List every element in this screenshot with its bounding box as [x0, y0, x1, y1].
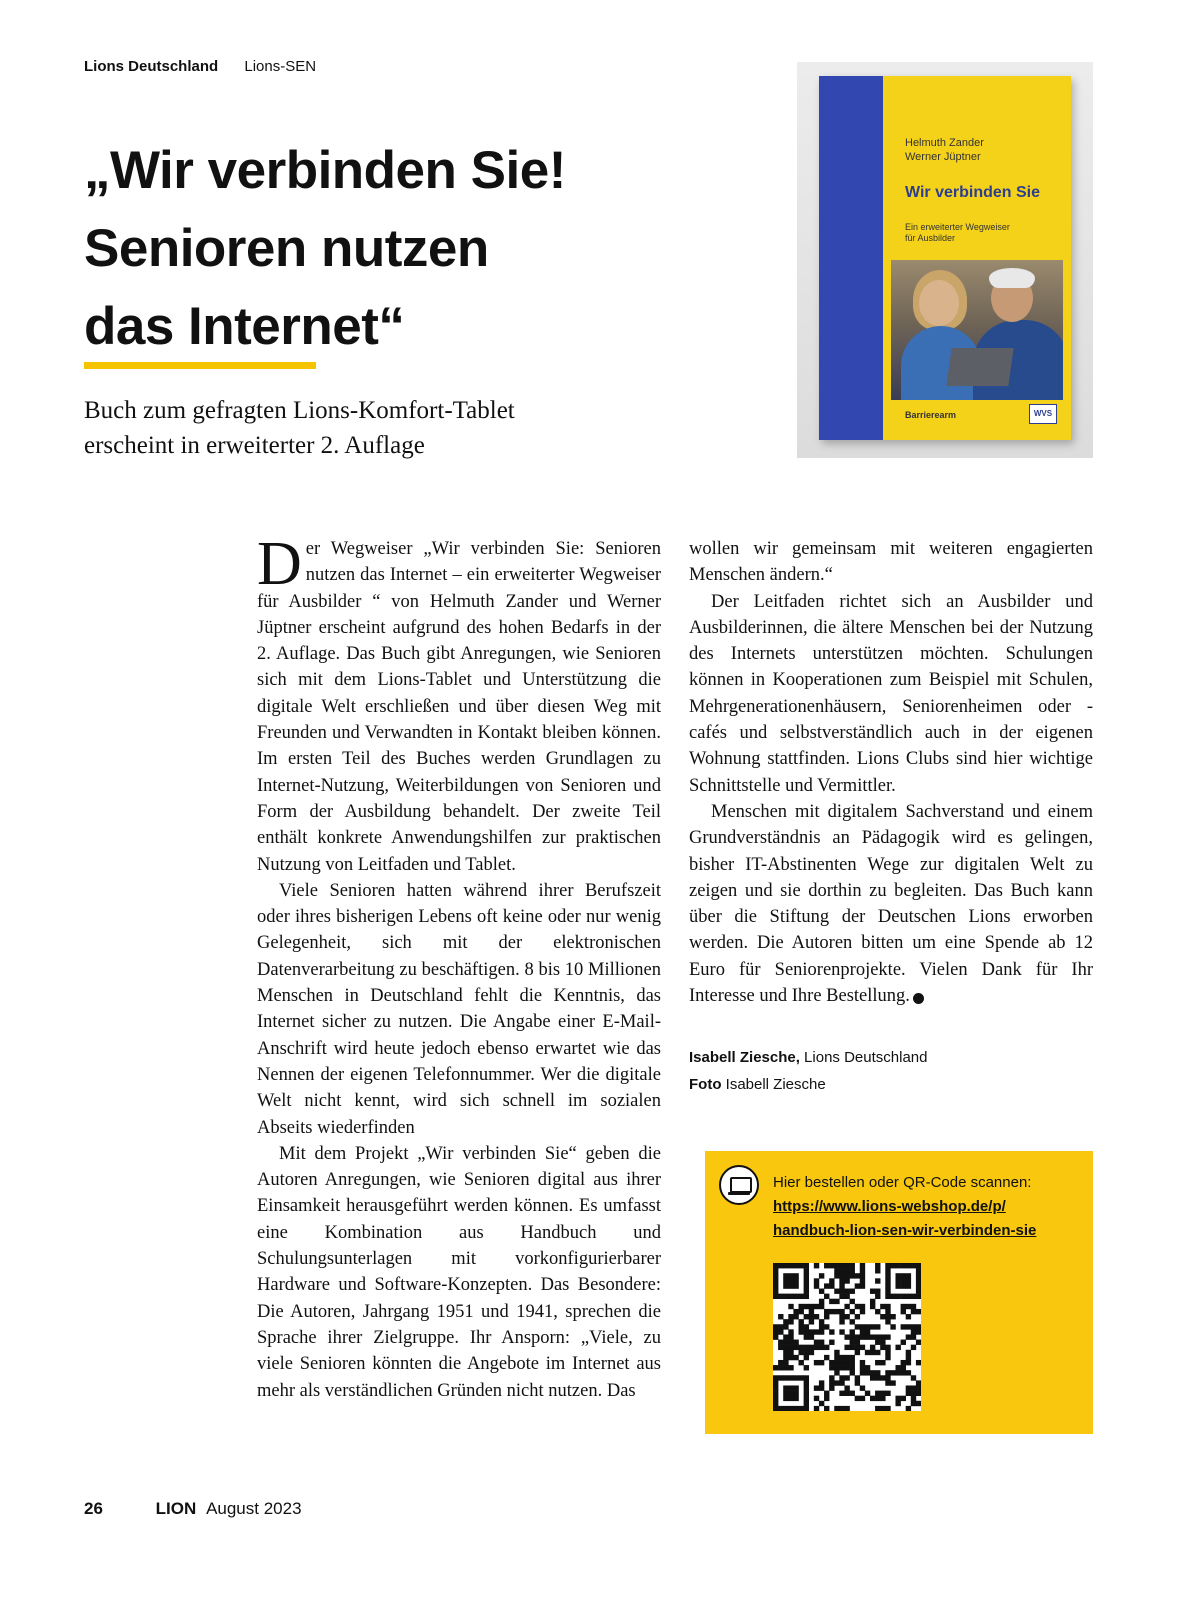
- headline-line-3: das Internet“: [84, 297, 405, 356]
- page-number: 26: [84, 1499, 103, 1518]
- paragraph-1: [257, 530, 661, 878]
- subhead-line-1: Buch zum gefragten Lions-Komfort-Tablet: [84, 397, 515, 424]
- order-box: [705, 1151, 1093, 1434]
- page-footer: [84, 1499, 302, 1519]
- paragraph-3-continued: wollen wir gemeinsam mit weiteren engagierten Menschen ändern.“: [689, 539, 1093, 586]
- author-org: Lions Deutschland: [799, 1049, 928, 1066]
- book-subtitle: [905, 222, 1065, 244]
- book-subtitle-line-2: für Ausbilder: [905, 233, 956, 243]
- article-headline: [84, 132, 724, 366]
- order-link-line-2[interactable]: handbuch-lion-sen-wir-verbinden-sie: [773, 1222, 1037, 1239]
- computer-icon: [719, 1165, 759, 1205]
- dropcap: D: [257, 530, 302, 598]
- order-instruction: Hier bestellen oder QR-Code scannen:: [773, 1174, 1032, 1191]
- author-credit: [689, 1044, 927, 1071]
- photo-name: Isabell Ziesche: [721, 1076, 826, 1093]
- book-subtitle-line-1: Ein erweiterter Wegweiser: [905, 222, 1010, 232]
- book-front: [883, 76, 1071, 440]
- qr-code-image: [773, 1263, 921, 1411]
- issue-date: August 2023: [206, 1499, 302, 1518]
- book-authors: [905, 136, 984, 164]
- book-cover: [819, 76, 1071, 440]
- book-author-2: Werner Jüptner: [905, 151, 981, 163]
- section-label: Lions Deutschland: [84, 58, 219, 75]
- body-column-2: [689, 536, 1093, 1009]
- order-text: [773, 1171, 1036, 1243]
- end-mark-icon: L: [913, 993, 924, 1004]
- book-spine: [819, 76, 883, 440]
- subsection-label: Lions-SEN: [244, 58, 317, 75]
- photo-credit: [689, 1071, 927, 1098]
- order-link-line-1[interactable]: https://www.lions-webshop.de/p/: [773, 1198, 1006, 1215]
- paragraph-5-text: Menschen mit digitalem Sachverstand und einem Grundverständnis an Pädagogik wird es gelingen, bisher IT-Abstinenten Wege zur digitalen Welt zu zeigen und sie dorthin zu begleiten. Das Buch kann über die Stiftung der Deutschen Lions erworben werden. Die Autoren bitten um eine Spende ab 12 Euro für Seniorenprojekte. Vielen Dank für Ihr Interesse und Ihre Bestellung.: [689, 801, 1093, 1007]
- book-author-1: Helmuth Zander: [905, 137, 984, 149]
- paragraph-3: Mit dem Projekt „Wir verbinden Sie“ geben die Autoren Anregungen, wie Senioren digital aus ihrer Einsamkeit herausgeführt werden können. Es umfasst eine Kombination aus Handbuch und Schulungsunterlagen mit vorkonfigurierbarer Hardware und Software-Konzepten. Das Besondere: Die Autoren, Jahrgang 1951 und 1941, sprechen die Sprache ihrer Zielgruppe. Ihr Ansporn: „Viele, zu viele Senioren könnten die Angebote im Internet aus mehr als verständlichen Gründen nicht nutzen. Das: [257, 1143, 661, 1401]
- headline-line-2: Senioren nutzen: [84, 219, 489, 278]
- accent-rule: [84, 362, 316, 369]
- magazine-name: LION: [155, 1499, 197, 1518]
- section-header: [84, 58, 316, 75]
- paragraph-4: Der Leitfaden richtet sich an Ausbilder und Ausbilderinnen, die ältere Menschen bei der Nutzung des Internets unterstützen möchten. Schulungen können in Kooperationen zum Beispiel mit Schulen, Mehrgenerationenhäusern, Seniorenheimen oder -cafés und selbstverständlich auch in der eigenen Wohnung stattfinden. Lions Clubs sind hier wichtige Schnittstelle und Vermittler.: [689, 591, 1093, 796]
- author-name: Isabell Ziesche,: [689, 1049, 800, 1066]
- headline-line-1: „Wir verbinden Sie!: [84, 141, 566, 200]
- book-cover-photo: [797, 62, 1093, 458]
- qr-code[interactable]: [773, 1263, 921, 1411]
- publisher-logo: WVS: [1029, 404, 1057, 424]
- body-column-1: [257, 530, 661, 1404]
- photo-label: Foto: [689, 1076, 722, 1093]
- paragraph-2: Viele Senioren hatten während ihrer Berufszeit oder ihres bisherigen Lebens oft keine oder nur wenig Gelegenheit, sich mit der elektronischen Datenverarbeitung zu beschäftigen. 8 bis 10 Millionen Menschen in Deutschland fehlt die Kenntnis, das Internet sicher zu nutzen. Die Angabe einer E-Mail-Anschrift wird heute jedoch ebenso erwartet wie das Nennen der eigenen Telefonnummer. Wer die digitale Welt nicht kennt, wird sich schnell im sozialen Abseits wiederfinden: [257, 880, 661, 1138]
- article-subhead: [84, 393, 644, 463]
- book-cover-image: [891, 260, 1063, 400]
- paragraph-5: [689, 799, 1093, 1009]
- subhead-line-2: erscheint in erweiterter 2. Auflage: [84, 432, 425, 459]
- book-footer-label: Barrierearm: [905, 410, 957, 420]
- book-title: Wir verbinden Sie: [905, 184, 1040, 201]
- credits: [689, 1044, 927, 1098]
- paragraph-1-text: er Wegweiser „Wir verbinden Sie: Senioren nutzen das Internet – ein erweiterter Wegweiser für Ausbilder “ von Helmuth Zander und Werner Jüptner erscheint aufgrund des hohen Bedarfs in der 2. Auflage. Das Buch gibt Anregungen, wie Senioren sich mit dem Lions-Tablet und Unterstützung die digitale Welt erschließen und über diesen Weg mit Freunden und Verwandten in Kontakt bleiben können. Im ersten Teil des Buches werden Grundlagen zu Internet-Nutzung, Weiterbildungen von Senioren und Form der Ausbildung behandelt. Der zweite Teil enthält konkrete Anwendungshilfen zur praktischen Nutzung von Leitfaden und Tablet.: [257, 539, 661, 875]
